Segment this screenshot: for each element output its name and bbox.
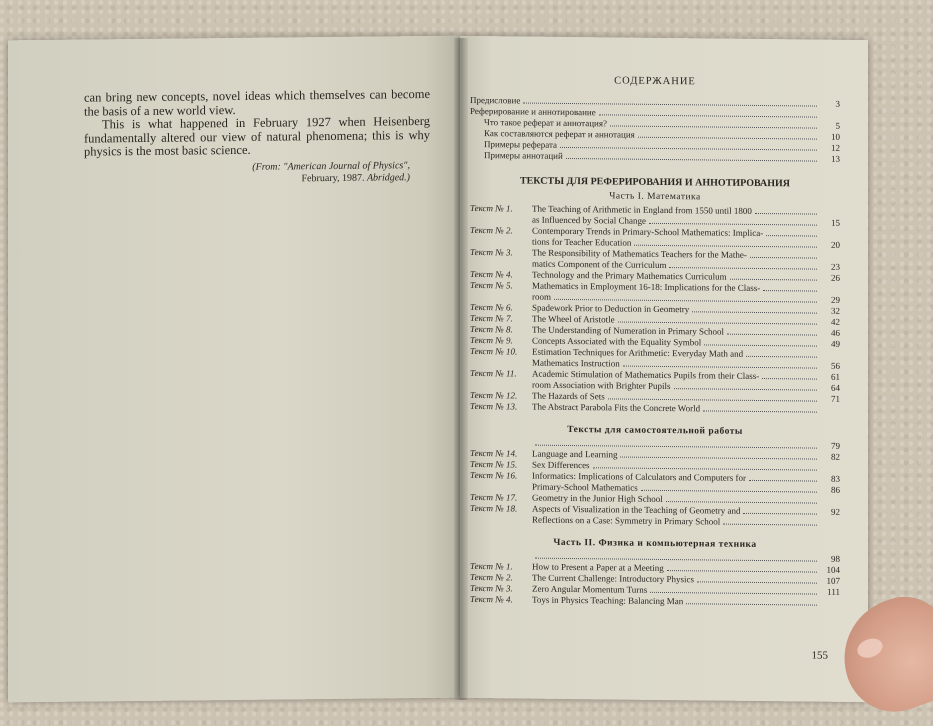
text-title: Mathematics in Employment 16-18: Implications for the Class- (532, 281, 760, 294)
toc-entry-label: Примеры аннотаций (484, 150, 563, 162)
text-title-line (532, 595, 840, 609)
text-title: Estimation Techniques for Arithmetic: Everyday Math and (532, 347, 743, 360)
leader-dots (666, 501, 817, 504)
text-title-block (532, 595, 840, 609)
text-number-label: Текст № 3. (470, 583, 532, 595)
text-number-label: Текст № 17. (470, 492, 532, 504)
text-page: 49 (820, 339, 840, 350)
left-page (8, 36, 460, 703)
text-title: The Abstract Parabola Fits the Concrete World (532, 402, 700, 415)
text-title: The Teaching of Arithmetic in England from 1550 until 1800 (532, 204, 752, 217)
leader-dots (535, 445, 817, 449)
leader-dots (669, 267, 817, 270)
text-title-block (532, 402, 840, 416)
leader-dots (746, 356, 817, 358)
part1b-title: Тексты для самостоятельной работы (470, 424, 840, 438)
toc-text-entry (470, 503, 840, 529)
toc-entry-label: Как составляются реферат и аннотация (484, 128, 635, 141)
section-title: ТЕКСТЫ ДЛЯ РЕФЕРИРОВАНИЯ И АННОТИРОВАНИЯ (470, 175, 840, 190)
text-number-label: Текст № 5. (470, 280, 532, 303)
text-number-label: Текст № 6. (470, 302, 532, 314)
text-title: Language and Learning (532, 449, 617, 461)
leader-dots (593, 467, 817, 470)
leader-dots (560, 147, 817, 151)
leader-dots (749, 480, 817, 482)
leader-dots (638, 137, 817, 140)
leader-dots (723, 524, 817, 526)
left-paragraph-1: can bring new concepts, novel ideas which themselves can become the basis of a new world view. (84, 88, 430, 119)
leader-dots (523, 103, 817, 107)
text-title-block (532, 369, 840, 394)
source-citation (84, 159, 430, 187)
leader-dots (730, 279, 817, 281)
text-page: 23 (820, 262, 840, 273)
text-title-block (532, 347, 840, 372)
source-from: (From: "American Journal of Physics", (252, 160, 410, 173)
part2-title: Часть II. Физика и компьютерная техника (470, 537, 840, 551)
text-title-block (532, 471, 840, 496)
text-title: tions for Teacher Education (532, 237, 631, 249)
leader-dots (620, 457, 817, 460)
text-page: 71 (820, 394, 840, 405)
leader-dots (686, 603, 817, 605)
source-date: February, 1987. (302, 172, 365, 184)
left-paragraph-2: This is what happened in February 1927 when Heisenberg fundamentally altered our view of natural phenomena; this is why physics is the most basic science. (84, 115, 430, 159)
leader-dots (704, 344, 817, 346)
text-number-label: Текст № 10. (470, 346, 532, 369)
toc-entry-label: Примеры реферата (484, 139, 557, 151)
toc-entry-page: 3 (820, 99, 840, 110)
text-title: The Responsibility of Mathematics Teachers for the Mathe- (532, 248, 747, 261)
text-number-label: Текст № 4. (470, 269, 532, 281)
leader-dots (650, 592, 817, 595)
leader-dots (618, 322, 817, 325)
part1-text-list (470, 203, 840, 416)
text-number-label: Текст № 16. (470, 470, 532, 493)
toc-entry-page: 12 (820, 143, 840, 154)
text-title: How to Present a Paper at a Meeting (532, 562, 664, 574)
text-title-block (532, 226, 840, 251)
text-page: 83 (820, 474, 840, 485)
text-page: 92 (820, 507, 840, 518)
text-title-block (532, 504, 840, 529)
leader-dots (743, 513, 817, 515)
leader-dots (750, 257, 817, 259)
text-number-label: Текст № 18. (470, 503, 532, 526)
text-page: 98 (820, 554, 840, 565)
leader-dots (674, 388, 818, 391)
text-title: The Understanding of Numeration in Primary School (532, 325, 724, 338)
leader-dots (766, 235, 817, 237)
text-number-label: Текст № 1. (470, 203, 532, 226)
text-title: Mathematics Instruction (532, 358, 620, 370)
text-page: 104 (820, 565, 840, 576)
text-title: Sex Differences (532, 460, 590, 472)
text-page: 107 (820, 576, 840, 587)
leader-dots (599, 114, 817, 117)
text-page: 46 (820, 328, 840, 339)
leader-dots (608, 398, 817, 401)
leader-dots (692, 311, 817, 313)
thumbnail-nail (855, 635, 886, 661)
text-title: The Hazards of Sets (532, 391, 605, 403)
part1b-text-list (470, 437, 840, 529)
leader-dots (641, 490, 817, 493)
text-page: 15 (820, 218, 840, 229)
leader-dots (610, 125, 817, 128)
part1-title: Часть I. Математика (470, 190, 840, 204)
text-number-label (470, 437, 532, 449)
book-gutter (454, 38, 468, 700)
text-title: matics Component of the Curriculum (532, 259, 666, 271)
leader-dots (566, 158, 817, 162)
leader-dots (554, 299, 817, 303)
text-number-label: Текст № 9. (470, 335, 532, 347)
right-page (460, 36, 868, 702)
text-title-block (532, 281, 840, 306)
text-title: The Current Challenge: Introductory Physics (532, 573, 694, 586)
leader-dots (667, 570, 817, 573)
text-title: Primary-School Mathematics (532, 482, 638, 494)
text-number-label: Текст № 12. (470, 390, 532, 402)
leader-dots (697, 581, 817, 583)
text-number-label (470, 550, 532, 562)
source-note: Abridged.) (367, 172, 410, 183)
text-number-label: Текст № 2. (470, 225, 532, 248)
toc-entry-label: Предисловие (470, 95, 520, 107)
toc-entry-label: Реферирование и аннотирование (470, 106, 596, 118)
text-title: room Association with Brighter Pupils (532, 380, 671, 392)
text-title: Reflections on a Case: Symmetry in Primary School (532, 515, 720, 528)
text-title: room (532, 292, 551, 303)
text-page: 56 (820, 361, 840, 372)
text-page: 86 (820, 485, 840, 496)
text-page: 79 (820, 441, 840, 452)
text-title: Concepts Associated with the Equality Symbol (532, 336, 701, 349)
part2-text-list (470, 550, 840, 609)
open-book (8, 38, 868, 700)
text-title: Contemporary Trends in Primary-School Mathematics: Implica- (532, 226, 763, 239)
text-number-label: Текст № 3. (470, 247, 532, 270)
text-title: Technology and the Primary Mathematics Curriculum (532, 270, 727, 283)
text-number-label: Текст № 11. (470, 368, 532, 391)
text-page: 111 (820, 587, 840, 598)
text-title: as Influenced by Social Change (532, 215, 646, 227)
text-title: Geometry in the Junior High School (532, 493, 663, 505)
text-page: 42 (820, 317, 840, 328)
leader-dots (649, 223, 817, 226)
text-page: 29 (820, 295, 840, 306)
toc-entry-page: 5 (820, 121, 840, 132)
leader-dots (762, 378, 817, 380)
text-title: Academic Stimulation of Mathematics Pupils from their Class- (532, 369, 759, 382)
leader-dots (763, 290, 817, 292)
toc-sub-list (470, 117, 840, 165)
text-number-label: Текст № 8. (470, 324, 532, 336)
page-number: 155 (812, 650, 829, 662)
toc-entry-page: 13 (820, 154, 840, 165)
text-title: Zero Angular Momentum Turns (532, 584, 647, 596)
leader-dots (755, 213, 817, 215)
text-page: 32 (820, 306, 840, 317)
toc-entry-label: Что такое реферат и аннотация? (484, 117, 607, 129)
text-number-label: Текст № 15. (470, 459, 532, 471)
text-title: The Wheel of Aristotle (532, 314, 615, 326)
text-title: Spadework Prior to Deduction in Geometry (532, 303, 689, 316)
text-page: 82 (820, 452, 840, 463)
leader-dots (727, 334, 817, 336)
leader-dots (535, 558, 817, 562)
text-number-label: Текст № 13. (470, 401, 532, 413)
text-number-label: Текст № 2. (470, 572, 532, 584)
text-title-block (532, 248, 840, 273)
text-page: 20 (820, 240, 840, 251)
leader-dots (703, 410, 817, 412)
text-number-label: Текст № 1. (470, 561, 532, 573)
text-title-line (532, 402, 840, 416)
toc-title: СОДЕРЖАНИЕ (470, 74, 840, 89)
text-title: Toys in Physics Teaching: Balancing Man (532, 595, 683, 608)
text-title: Informatics: Implications of Calculators and Computers for (532, 471, 746, 484)
text-title: Aspects of Visualization in the Teaching of Geometry and (532, 504, 740, 517)
toc-entry-page: 10 (820, 132, 840, 143)
text-page: 64 (820, 383, 840, 394)
text-number-label: Текст № 4. (470, 594, 532, 606)
text-number-label: Текст № 14. (470, 448, 532, 460)
leader-dots (634, 245, 817, 248)
text-number-label: Текст № 7. (470, 313, 532, 325)
text-title-block (532, 204, 840, 229)
text-title-line (532, 515, 840, 529)
text-page: 61 (820, 372, 840, 383)
leader-dots (623, 366, 817, 369)
text-page: 26 (820, 273, 840, 284)
